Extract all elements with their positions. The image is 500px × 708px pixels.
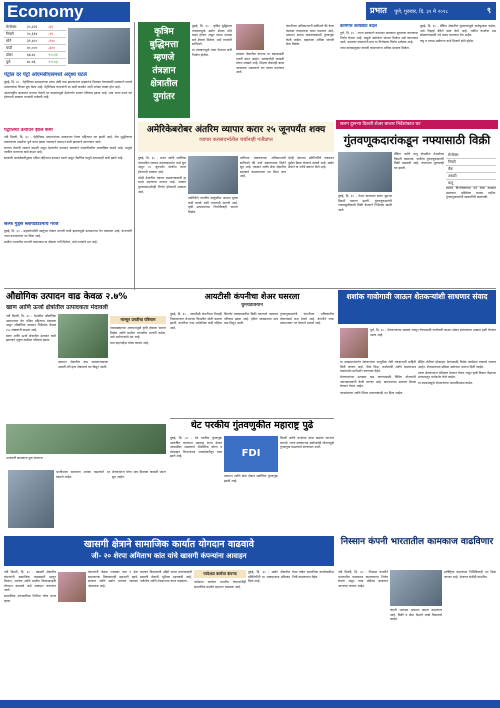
market-row — [4, 45, 66, 52]
trade-banner — [138, 122, 334, 152]
market-cell: सोने — [4, 38, 25, 45]
fdi-article-2: उत्पादन आणि सेवा क्षेत्रात सर्वाधिक गुंतवणूक झाली आहे. — [224, 474, 278, 483]
trade-title: अमेरिकेबरोबर अंतरिम व्यापार करार २५ जूनपर्यंत शक्य — [146, 125, 326, 135]
it-sub: धुमधडाक्याने — [241, 303, 263, 308]
invest-article-1: मुंबई, दि. ३० - शेअर बाजारात सलग दुसऱ्या दिवशी घसरण झाली. गुंतवणूकदारांनी नफावसुलीसाठी विक्री केल्याने निर्देशांक खाली आले. — [338, 194, 392, 212]
left-article-2: नवी दिल्ली, दि. ३० - पेट्रोलियम उत्पादनांच्या उत्पादनात गेल्या महिन्यात घट झाली आहे. तेल शुद्धीकरण प्रकल्पांच्या क्षमतेचा पूर्ण वापर झाला नसल्याने उत्पादन कमी झाल्याचे सांगण्यात आले. कच्च्या तेलाची आयात वाढली असून देशांतर्गत उत्पादन घटल्याने आयातीवरील अवलंबित्व वाढले आहे. यामुळे परकीय चलनाचा खर्च वाढत आहे. सरकारी आकडेवारीनुसार एप्रिल महिन्यात उत्पादन घटले असून नैसर्गिक वायूचे उत्पादनही कमी झाले आहे. — [4, 135, 132, 161]
trade-article-3: वाणिज्य मंत्रालयाच्या अधिकाऱ्यांनी सांगितले की चर्चा सकारात्मक दिशेने सुरु आहे. तंत्रज्ञान आणि सेवा क्षेत्रातील सहकार्य वाढवण्यावर भर दिला जात आहे. — [240, 156, 286, 179]
market-cell: चांदी — [4, 45, 25, 52]
market-row — [4, 52, 66, 59]
market-photo — [6, 424, 166, 454]
trade-article-1: मुंबई, दि. ३० - भारत आणि अमेरिका यांच्यातील व्यापार करारासंदर्भात चर्चा सुरु असून २५ जूनपर्यंत अंतरिम करार होण्याची शक्यता आहे. दोन्ही देशांतील व्यापार वाढवण्यासाठी हा करार महत्त्वाचा ठरणार आहे. आयात शुल्कासंदर्भातही निर्णय होण्याची शक्यता आहे. — [138, 156, 186, 194]
vegetable-photo — [8, 470, 54, 528]
fdi-side-article: भाजीपाला बाजारात आवक वाढल्याने दर घसरले आहेत. — [56, 470, 110, 479]
invest-article-3: बाजार विश्लेषकांच्या मते येत्या काळात बाजारात अस्थिरता कायम राहील. गुंतवणूकदारांनी सावधगिरी बाळगावी. — [446, 186, 496, 200]
farmer-article-1: या उपक्रमाअंतर्गत शेतकऱ्यांना आधुनिक शेती तंत्रज्ञानाची माहिती दिली जाणार आहे. पीक विमा, कर्जमाफी आणि बाजारभाव यासंदर्भात मार्गदर्शन करण्यात येईल. शेतकऱ्यांच्या उत्पन्नात वाढ करण्यासाठी विविध योजनांची अंमलबजावणी केली जाणार आहे. ग्रामपंचायत स्तरावर बैठका घेण्यात येणार आहेत. जलसंधारण आणि सिंचन प्रकल्पांवरही भर दिला जाईल. — [340, 360, 416, 395]
page-header — [366, 2, 496, 20]
left-headline-2: पेट्रोलियो उत्पादन झाले कमी — [4, 128, 53, 133]
market-row — [4, 38, 66, 45]
person-photo — [236, 24, 264, 50]
fdi-side-article-2: शेतकऱ्यांना योग्य भाव मिळावा यासाठी प्रयत्न सुरु आहेत. — [112, 470, 166, 479]
market-cell: १०,६१४ — [25, 31, 46, 38]
right-top-article-2: मुंबई, दि. ३० - बँकिंग क्षेत्रातील सुधारणांमुळे कर्जपुरवठा वाढेल, असे रिझर्व्ह बँकेने स्पष्ट केले आहे. थकीत कर्जांचा प्रश्न सोडवण्यासाठी नवे उपाय करण्यात येत आहेत. लघु व मध्यम उद्योगांना कर्ज मिळणे सोपे होईल. — [420, 24, 496, 44]
market-cell: निफ्टी — [4, 31, 25, 38]
market-cell: युरो — [4, 59, 25, 66]
left-headline-3: सेल्फ गुड्स स्लोपोडाउनाचे गरज — [4, 222, 59, 227]
fdi-headline: थेट परकीय गुंतवणुकीत महाराष्ट्र पुढे — [190, 420, 314, 431]
industry-headline: औद्योगिक उत्पादन वाढ केवळ २.७% — [6, 292, 128, 302]
market-cell: +०.१२ — [46, 52, 66, 59]
market-table — [4, 24, 66, 66]
ai-article-2: तंत्रज्ञान क्षेत्रातील कंपन्या या बदलासाठी तयारी करत आहेत. सरकारनेही यासाठी धोरण आखले आहे. शिक्षण क्षेत्रातही बदल आवश्यक असल्याचे मत व्यक्त करण्यात आले. — [236, 52, 284, 75]
ai-feature-box: कृत्रिम बुद्धिमत्ता म्हणजे तंत्रज्ञान क्षेत्रातील युगांतर — [138, 22, 190, 118]
invest-headline: गुंतवणूकदारांकडून नफ्यासाठी विक्री — [343, 133, 491, 147]
factory-photo — [58, 314, 108, 358]
trade-article-2: अमेरिकेने भारतीय वस्तूंवरील आयात शुल्क कमी करावे अशी भारताची मागणी आहे. कृषी उत्पादनांच्या निर्यातीलाही चालना मिळेल. — [188, 196, 238, 214]
it-article-3: गुंतवणूकदारांनी कंपनीच्या भविष्यातील योजनांकडे लक्ष ठेवले आहे. कंपनीने नव्या उत्पादनांवर भर देण्याचे ठरवले आहे. — [280, 312, 334, 326]
box-heading: मान्सून प्रगतीचा परिणाम — [110, 316, 166, 324]
it-article-1: मुंबई, दि. ३० - आयटीसी कंपनीच्या तिमाही निकालानंतर शेअरच्या किमतीत मोठी घसरण झाली. कंपनीचा नफा अपेक्षेपेक्षा कमी राहिला आहे. — [170, 312, 222, 330]
photo-caption: मध्यरात्री कारखाना सुरु करताना — [6, 456, 43, 460]
csr-headline: खासगी क्षेत्राने सामाजिक कार्यात योगदान वाढवावे — [84, 539, 254, 550]
market-image — [68, 28, 130, 64]
farmer-intro: पुणे, दि. ३० - शेतकऱ्यांच्या समस्या जाणून घेण्यासाठी गावोगावी जाऊन संवाद साधण्याचा उपक्रम हाती घेण्यात आला आहे. — [370, 328, 496, 337]
amitabh-photo — [58, 572, 86, 602]
left-headline-1: पेट्रोल दर पेट्रो ओएमसीएसमध्ये अदृश्य घटले — [4, 72, 87, 78]
car-photo — [390, 570, 442, 606]
nissan-article-2: कंपनी भारतात उत्पादन क्षमता वाढवणार आहे. विक्री व सेवा केंद्रांचे जाळे विस्तारले जाईल. — [390, 608, 442, 622]
market-row — [4, 31, 66, 38]
csr-article-2: कंपन्यांनी केवळ नफ्यावर लक्ष न देता समाजाच्या विकासातही सहभागी व्हावे. सरकार आणि उद्योग यांच्यात समन्वय आवश्यक आहे. — [88, 570, 138, 588]
building-photo — [338, 152, 392, 192]
csr-article-3: शाश्वत विकासाची उद्दिष्टे साध्य करण्यासाठी खासगी क्षेत्राची भूमिका महत्त्वाची आहे. नवोन्मेष आणि तंत्रज्ञानाचा वापर वाढवावा. — [140, 570, 192, 584]
date-line: पुणे, गुरुवार, दि. ३१ मे २०१८ — [394, 9, 449, 15]
market-cell: ७८.४६ — [25, 59, 46, 66]
index-table: सेन्सेक्स निफ्टी बँक आयटी धातू — [446, 152, 496, 187]
left-article-1: मुंबई, दि. ३० - पेट्रोलियम उत्पादनांच्या दरात मोठी वाढ झाल्यानंतर ग्राहकांना दिलासा देण्यासाठी सरकारने पावले उचलण्याचा विचार सुरु केला आहे. पेट्रोलियम कंपन्यांनी दर कमी करावेत अशी अपेक्षा व्यक्त होत आहे. आंतरराष्ट्रीय बाजारात कच्च्या तेलाचे दर वाढल्यामुळे देशांतर्गत दरावर परिणाम झाला आहे. मात्र आता दरात घट होण्याची शक्यता तज्ज्ञांनी वर्तवली आहे. — [4, 80, 132, 100]
market-cell: डॉलर — [4, 52, 25, 59]
ai-article-3: कंपनीच्या अधिकाऱ्यांनी सांगितले की येत्या काळात तंत्रज्ञानाचा वापर वाढणार आहे. उत्पादन क्षमता वाढवण्यासाठी गुंतवणूक केली जाईल. ग्राहकांना अधिक चांगली सेवा मिळेल. — [286, 24, 334, 47]
section-title: Economy — [4, 2, 130, 22]
csr-sub: जी- २० शेरपा अमिताभ कांत यांचे खासगी कंपन्यांना आवाहन — [91, 552, 247, 560]
industry-article-2: उत्पादन क्षेत्रातील वाढ समाधानकारक असली तरी इतर क्षेत्रांमध्ये घट दिसून आली. — [58, 360, 108, 369]
box-heading-2: परदेशात कार्यरत कंपन्या — [194, 570, 246, 578]
fdi-badge: FDI — [224, 436, 278, 472]
trade-sub: व्यापार करासंदर्भातील चर्चांनाही गतीप्राप्त — [199, 137, 273, 143]
csr-article-6: येत्या वर्षात सामाजिक कार्यासाठीचा निधी वाढवण्यात येईल. — [292, 570, 334, 579]
ai-article: मुंबई, दि. ३० - कृत्रिम बुद्धिमत्ता तंत्रज्ञानामुळे उद्योग क्षेत्रात मोठे बदल होणार असून त्याचा फायदा सर्व क्षेत्रांना मिळेल, असे तज्ज्ञांनी सांगितले. या तंत्रज्ञानामुळे नव्या रोजगार संधी निर्माण होतील. — [192, 24, 232, 58]
market-cell: ३१,४८० — [25, 38, 46, 45]
flags-image — [188, 156, 238, 194]
market-row — [4, 59, 66, 66]
csr-banner — [4, 536, 334, 566]
market-cell: -२९ — [46, 31, 66, 38]
invest-strip: सलग दुसऱ्या दिवशी शेअर बाजार निर्देशांकात घट — [336, 120, 498, 129]
market-cell: ४०,००० — [25, 45, 46, 52]
farmer-photo — [340, 328, 368, 358]
market-cell: सेन्सेक्स — [4, 24, 25, 31]
nissan-headline: निस्सान कंपनी भारतातील कामकाज वाढविणार — [340, 537, 494, 547]
market-cell: -३०० — [46, 45, 66, 52]
trade-article-4: दोन्ही देशांच्या प्रतिनिधींनी लवकरच पुढील बैठक घेण्याचे ठरवले आहे. उद्योग क्षेत्राने या चर्चेचे स्वागत केले आहे. — [288, 156, 334, 170]
invest-article-2: बँकिंग आणि धातू क्षेत्रातील शेअर्सच्या किमती घसरल्या. परकीय गुंतवणूकदारांनी विक्री वाढवली आहे. रुपयाच्या मूल्यातही घट झाली. — [394, 152, 444, 170]
csr-article-1: नवी दिल्ली, दि. ३० - खासगी क्षेत्रातील कंपन्यांनी सामाजिक जबाबदारी म्हणून शिक्षण, आरोग्य आणि ग्रामीण विकासासाठी योगदान वाढवावे असे आवाहन करण्यात आले. सामाजिक उत्तरदायित्व निधीचा योग्य वापर व्हावा. — [4, 570, 56, 604]
paper-name: प्रभात — [370, 6, 387, 15]
right-top-headline: कामगार कायद्यात बदल — [340, 24, 377, 29]
market-cell: ६७.४८ — [25, 52, 46, 59]
right-top-article: पुणे, दि. ३० - राज्य सरकारने कामगार कायद्यात सुधारणा करण्याचा निर्णय घेतला आहे. यामुळे उद्योगांना चालना मिळेल असे सांगण्यात आले. कामगार संघटनांनी मात्र या निर्णयाला विरोध दर्शवला आहे. नव्या कायद्यानुसार कंत्राटी कामगारांना अधिक संरक्षण मिळेल. — [340, 31, 418, 51]
csr-article-4: परदेशात कार्यरत भारतीय कंपन्यांनीही सामाजिक कार्यात सहभाग वाढवला आहे. — [194, 580, 246, 589]
market-cell: -२५० — [46, 38, 66, 45]
nissan-article-3: इलेक्ट्रिक वाहनांच्या निर्मितीवरही भर दिला जाणार आहे. रोजगार संधीही वाढतील. — [444, 570, 496, 579]
farmer-headline: शशांक गावोगावी जाऊन शेतकऱ्यांशी साधणार संवाद — [338, 290, 496, 324]
page-number: ९ — [486, 6, 491, 15]
nissan-article-1: नवी दिल्ली, दि. ३० - निस्सान कंपनीने भारतातील कामकाज वाढवण्याचा निर्णय घेतला असून नव्या मॉडेल्स बाजारात आणल्या जाणार आहेत. — [338, 570, 388, 588]
market-cell: +०.०३ — [46, 59, 66, 66]
it-article-2: सिगारेट व्यवसायातील विक्री घटल्याने नफ्यावर परिणाम झाला आहे. हॉटेल व्यवसायात मात्र वाढ दिसून आली. — [224, 312, 278, 326]
it-headline: आयटीसी कंपनीचा शेअर घसरला — [204, 292, 300, 301]
farmer-article-2: सेंद्रिय शेतीला प्रोत्साहन देण्यासाठी विशेष कार्यक्रम राबवले जाणार आहेत. शेतमालाच्या प्रक्रिया उद्योगांना चालना दिली जाईल. तरुण शेतकऱ्यांना प्रशिक्षण देण्यात येणार असून कृषी विज्ञान केंद्रांच्या माध्यमातून मार्गदर्शन केले जाईल. या उपक्रमामुळे शेतकऱ्यांचा आत्मविश्वास वाढेल. — [418, 360, 496, 386]
industry-sub: खाण आणि ऊर्जा क्षेत्रांतील उत्पादकता मंदावली — [6, 304, 108, 311]
industry-article-3: पावसाळ्याच्या आगमनामुळे कृषी क्षेत्राला चालना मिळेल आणि ग्रामीण भागातील मागणी वाढेल, असे अर्थतज्ज्ञांचे मत आहे. मात्र महागाईचा धोका कायम आहे. — [110, 326, 166, 346]
industry-article-1: नवी दिल्ली, दि. ३० - देशातील औद्योगिक उत्पादनाचा वेग एप्रिल महिन्यात मंदावला असून औद्योगिक उत्पादन निर्देशांक केवळ २.७ टक्क्यांनी वाढला आहे. खाण आणि ऊर्जा क्षेत्रातील उत्पादन कमी झाल्याने एकूण वाढीवर परिणाम झाला. — [6, 314, 56, 343]
fdi-article-3: दिल्ली आणि कर्नाटक यांचा क्रमांक त्यानंतर लागतो. राज्य सरकारच्या उद्योगस्नेही धोरणांमुळे गुंतवणूक वाढल्याचे सांगण्यात आले. — [280, 436, 334, 450]
left-article-3: मुंबई, दि. ३० - ग्राहकोपयोगी वस्तूंच्या क्षेत्रात मागणी कमी झाल्यामुळे उत्पादनाचा वेग मंदावला आहे. कंपन्यांनी नव्या उत्पादनांवर भर दिला आहे. ग्रामीण भागातील मागणी वाढल्यास या क्षेत्राला गती मिळेल, असे तज्ज्ञांचे मत आहे. — [4, 229, 132, 244]
csr-article-5: मुंबई, दि. ३० - उद्योग क्षेत्रातील प्रतिनिधींनी या आवाहनाला प्रतिसाद दिला आहे. — [248, 570, 290, 584]
market-cell: ३५,३२६ — [25, 24, 46, 31]
fdi-article-1: मुंबई, दि. ३० - थेट परकीय गुंतवणूक आकर्षित करण्यात महाराष्ट्र राज्य देशात आघाडीवर असल्याचे औद्योगिक धोरण व प्रोत्साहन विभागाच्या आकडेवारीतून स्पष्ट झाले आहे. — [170, 436, 222, 459]
market-cell: -६९ — [46, 24, 66, 31]
bottom-strip — [0, 700, 500, 708]
